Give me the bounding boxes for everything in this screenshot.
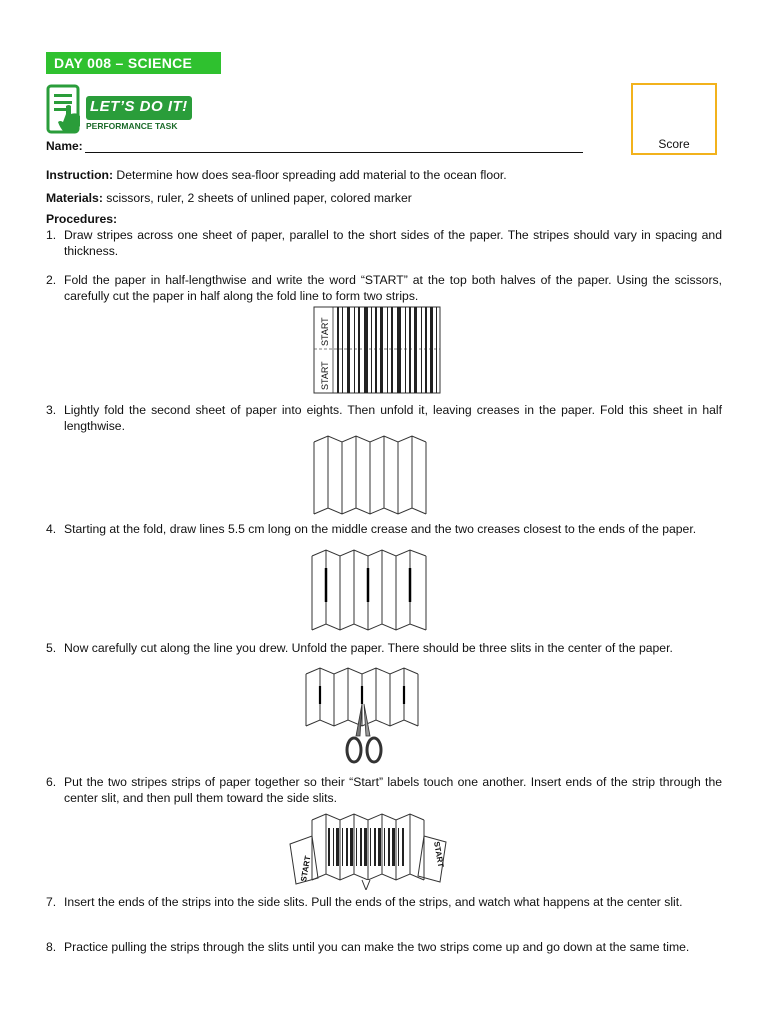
procedure-step	[46, 641, 722, 657]
start-label-top: START	[320, 317, 330, 346]
step-number: 3.	[46, 403, 57, 417]
procedure-step	[46, 775, 722, 806]
instruction-label: Instruction:	[46, 168, 114, 182]
procedure-step	[46, 403, 722, 434]
score-box	[631, 83, 717, 155]
materials-line	[46, 191, 726, 206]
procedures-label: Procedures:	[46, 212, 118, 226]
procedure-step	[46, 228, 722, 259]
materials-text: scissors, ruler, 2 sheets of unlined paper, colored marker	[102, 191, 412, 205]
procedure-step	[46, 940, 722, 956]
step-text: Insert the ends of the strips into the side slits. Pull the ends of the strips, and watch what happens at the center slit.	[64, 895, 683, 909]
start-label-bottom: START	[320, 361, 330, 390]
score-label: Score	[658, 137, 690, 151]
logo-title: LET’S DO IT!	[90, 98, 188, 115]
strips-through-slits-figure	[282, 806, 454, 890]
step-number: 4.	[46, 522, 57, 536]
procedure-step	[46, 273, 722, 304]
step-number: 6.	[46, 775, 57, 789]
striped-strips-figure	[313, 306, 441, 394]
name-label: Name:	[46, 139, 83, 153]
step-number: 1.	[46, 228, 57, 242]
instruction-line	[46, 168, 726, 183]
name-blank-line	[85, 141, 583, 153]
materials-label: Materials:	[46, 191, 103, 205]
procedure-step	[46, 522, 722, 538]
step-number: 5.	[46, 641, 57, 655]
step-number: 7.	[46, 895, 57, 909]
start-label-left: START	[299, 855, 313, 883]
paper-with-lines-figure	[310, 546, 432, 632]
name-row	[46, 139, 583, 153]
step-text: Practice pulling the strips through the slits until you can make the two strips come up and go down at the same time.	[64, 940, 690, 954]
step-text: Put the two stripes strips of paper together so their “Start” labels touch one another. Insert ends of the strip through the center slit, and then pull them toward the side slits.	[64, 775, 722, 805]
folded-paper-figure	[312, 432, 430, 516]
step-text: Lightly fold the second sheet of paper into eights. Then unfold it, leaving creases in the paper. Fold this sheet in half lengthwise.	[64, 403, 722, 433]
scissors-cutting-figure	[304, 664, 422, 768]
performance-task-logo	[46, 84, 196, 134]
day-banner: DAY 008 – SCIENCE	[46, 52, 221, 74]
step-text: Fold the paper in half-lengthwise and write the word “START” at the top both halves of the paper. Using the scissors, carefully cut the paper in half along the fold line to form two strips.	[64, 273, 722, 303]
logo-subtitle: PERFORMANCE TASK	[86, 121, 178, 131]
instruction-text: Determine how does sea-floor spreading add material to the ocean floor.	[113, 168, 507, 182]
step-text: Draw stripes across one sheet of paper, parallel to the short sides of the paper. The stripes should vary in spacing and thickness.	[64, 228, 722, 258]
start-label-right: START	[432, 840, 446, 869]
procedure-step	[46, 895, 722, 911]
procedures-heading	[46, 212, 726, 227]
step-number: 2.	[46, 273, 57, 287]
step-text: Starting at the fold, draw lines 5.5 cm long on the middle crease and the two creases closest to the ends of the paper.	[64, 522, 697, 536]
step-text: Now carefully cut along the line you drew. Unfold the paper. There should be three slits in the center of the paper.	[64, 641, 673, 655]
step-number: 8.	[46, 940, 57, 954]
